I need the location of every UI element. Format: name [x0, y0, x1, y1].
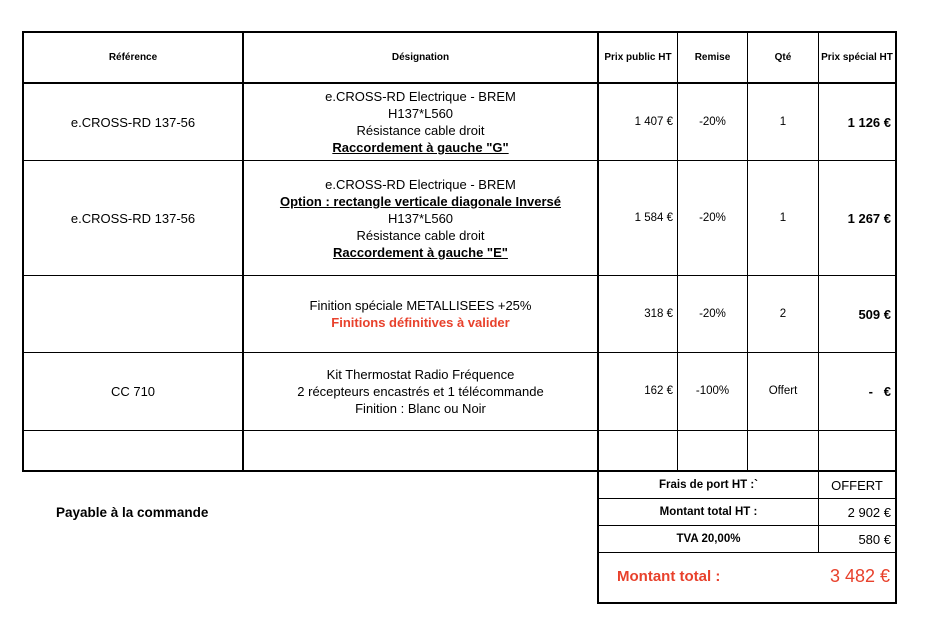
shipping-label: Frais de port HT :`	[658, 478, 759, 491]
designation-line: Option : rectangle verticale diagonale Inversé	[279, 193, 562, 209]
table-border-right	[895, 31, 897, 472]
totals-border-bottom	[597, 602, 897, 604]
row-reference: e.CROSS-RD 137-56	[70, 210, 196, 226]
header-designation: Désignation	[391, 52, 450, 63]
row-public-price: 162 €	[644, 385, 673, 397]
row-qty: 2	[779, 307, 787, 320]
row-qty: 1	[779, 211, 787, 224]
designation-line: Finition : Blanc ou Noir	[355, 401, 486, 416]
header-public-price: Prix public HT	[604, 52, 672, 63]
row-designation	[244, 84, 597, 160]
grand-total-label: Montant total :	[617, 568, 721, 585]
row-discount: -100%	[695, 385, 730, 397]
row-special-price: - €	[868, 384, 891, 399]
row-public-price: 1 584 €	[634, 211, 673, 224]
row-designation	[244, 353, 597, 430]
grand-total-value: 3 482 €	[829, 566, 890, 586]
row-public-price: 318 €	[644, 307, 673, 320]
designation-line: e.CROSS-RD Electrique - BREM	[325, 89, 516, 104]
tva-label: TVA 20,00%	[676, 532, 741, 545]
tva-value: 580 €	[858, 531, 891, 547]
designation-line: 2 récepteurs encastrés et 1 télécommande	[297, 384, 544, 399]
designation-line: Kit Thermostat Radio Fréquence	[326, 367, 515, 382]
designation-line: Résistance cable droit	[356, 227, 485, 243]
designation-line: Résistance cable droit	[356, 123, 485, 138]
row-discount: -20%	[699, 211, 726, 224]
row-designation	[244, 161, 597, 275]
totals-divider	[597, 552, 897, 553]
designation-line: Raccordement à gauche "G"	[332, 140, 509, 155]
row-special-price: 509 €	[858, 306, 891, 322]
row-designation	[244, 276, 597, 352]
row-discount: -20%	[699, 115, 726, 128]
designation-line: H137*L560	[387, 106, 454, 121]
designation-line: Raccordement à gauche "E"	[333, 244, 508, 260]
row-qty: Offert	[768, 385, 798, 397]
row-reference: CC 710	[110, 384, 156, 399]
designation-line: Finitions définitives à valider	[331, 315, 510, 330]
header-reference: Référence	[108, 52, 158, 63]
row-discount: -20%	[699, 307, 726, 320]
row-special-price: 1 267 €	[847, 210, 891, 226]
designation-line: H137*L560	[387, 210, 454, 226]
total-ht-value: 2 902 €	[847, 504, 891, 520]
table-divider	[22, 430, 897, 431]
row-public-price: 1 407 €	[634, 115, 673, 128]
row-reference	[24, 276, 242, 352]
payment-note: Payable à la commande	[56, 505, 209, 520]
header-special-price: Prix spécial HT	[821, 52, 893, 63]
row-special-price: 1 126 €	[847, 114, 891, 130]
total-ht-label: Montant total HT :	[659, 505, 758, 518]
row-reference: e.CROSS-RD 137-56	[70, 114, 196, 130]
designation-line: Finition spéciale METALLISEES +25%	[309, 298, 532, 313]
header-discount: Remise	[694, 52, 731, 63]
header-qty: Qté	[774, 52, 792, 63]
totals-border-right	[895, 470, 897, 604]
designation-line: e.CROSS-RD Electrique - BREM	[325, 176, 516, 192]
row-qty: 1	[779, 115, 787, 128]
shipping-value: OFFERT	[831, 477, 883, 493]
